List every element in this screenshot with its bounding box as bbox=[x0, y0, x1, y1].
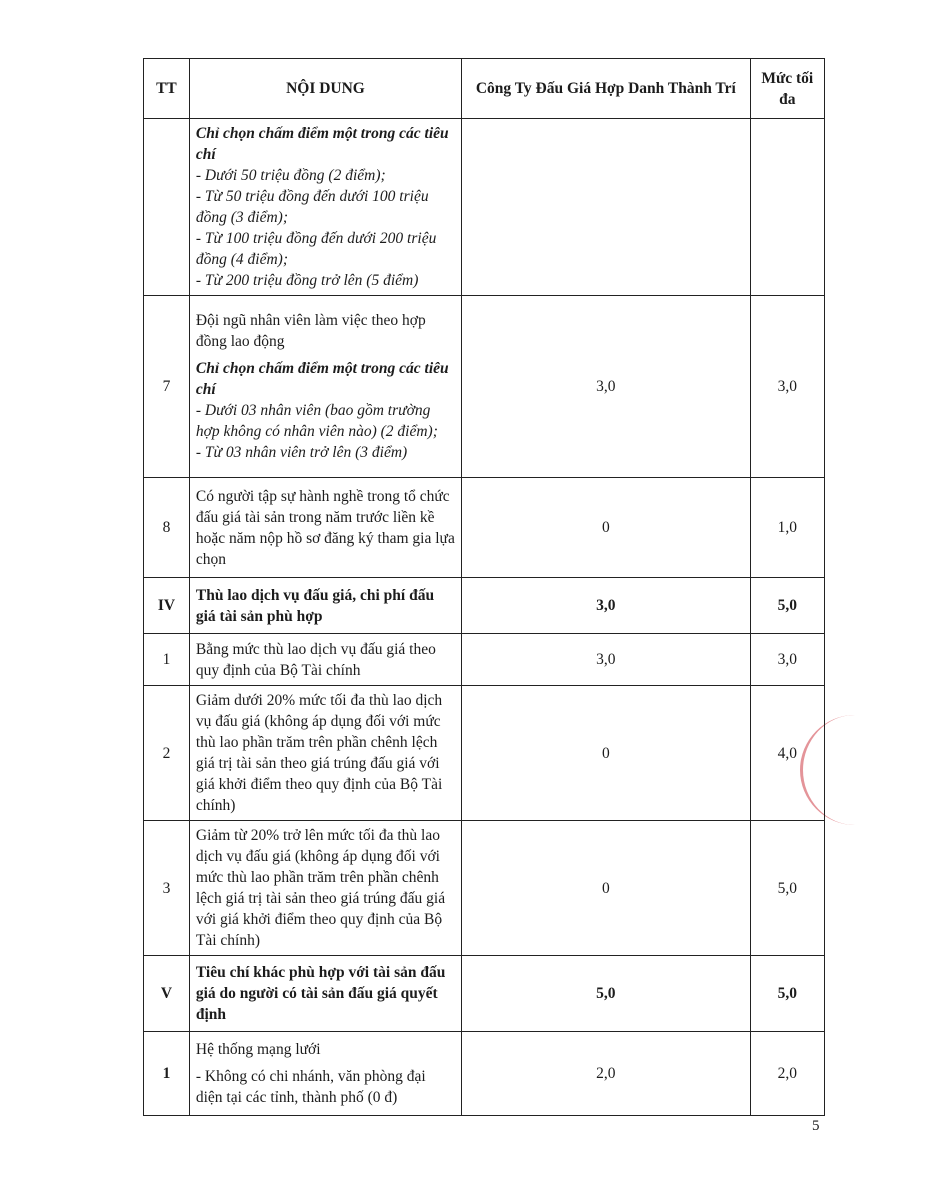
row-7-intro: Đội ngũ nhân viên làm việc theo hợp đồng lao động bbox=[195, 312, 426, 350]
row-iv-2-content: Giảm dưới 20% mức tối đa thù lao dịch vụ đấu giá (không áp dụng đối với mức thù lao phần trăm trên phần chênh lệch giá trị tài sản theo giá trúng đấu giá với giá khởi điểm theo quy định của Bộ Tài chính) bbox=[189, 686, 461, 821]
row-7-max: 3,0 bbox=[750, 296, 824, 478]
row-v-1-intro: Hệ thống mạng lưới bbox=[195, 1041, 321, 1058]
row-v-1-tt: 1 bbox=[144, 1032, 190, 1116]
row-v-company: 5,0 bbox=[462, 956, 751, 1032]
row-iv-2-tt: 2 bbox=[144, 686, 190, 821]
row-a-tt bbox=[144, 119, 190, 296]
row-v-max: 5,0 bbox=[750, 956, 824, 1032]
row-iv-max: 5,0 bbox=[750, 578, 824, 634]
row-a-max bbox=[750, 119, 824, 296]
row-iv-1-company: 3,0 bbox=[462, 634, 751, 686]
row-a-content bbox=[189, 119, 461, 296]
row-v-1-content bbox=[189, 1032, 461, 1116]
row-a-item-2: - Từ 50 triệu đồng đến dưới 100 triệu đồng (3 điểm); bbox=[195, 188, 429, 226]
header-max: Mức tối đa bbox=[750, 59, 824, 119]
row-8-content: Có người tập sự hành nghề trong tổ chức đấu giá tài sản trong năm trước liền kề hoặc năm nộp hồ sơ đăng ký tham gia lựa chọn bbox=[189, 478, 461, 578]
table-row bbox=[144, 578, 825, 634]
table-row bbox=[144, 478, 825, 578]
row-7-tt: 7 bbox=[144, 296, 190, 478]
row-iv-1-content: Bằng mức thù lao dịch vụ đấu giá theo quy định của Bộ Tài chính bbox=[189, 634, 461, 686]
row-v-tt: V bbox=[144, 956, 190, 1032]
row-a-item-3: - Từ 100 triệu đồng đến dưới 200 triệu đồng (4 điểm); bbox=[195, 230, 437, 268]
row-iv-1-max: 3,0 bbox=[750, 634, 824, 686]
row-7-content bbox=[189, 296, 461, 478]
table-row bbox=[144, 1032, 825, 1116]
row-iv-3-max: 5,0 bbox=[750, 821, 824, 956]
table-header-row bbox=[144, 59, 825, 119]
table-row bbox=[144, 119, 825, 296]
row-a-item-1: - Dưới 50 triệu đồng (2 điểm); bbox=[195, 167, 386, 184]
table-row bbox=[144, 821, 825, 956]
row-a-company bbox=[462, 119, 751, 296]
row-iv-content: Thù lao dịch vụ đấu giá, chi phí đấu giá tài sản phù hợp bbox=[189, 578, 461, 634]
row-v-1-item: - Không có chi nhánh, văn phòng đại diện tại các tỉnh, thành phố (0 đ) bbox=[195, 1068, 426, 1106]
header-tt: TT bbox=[144, 59, 190, 119]
row-8-max: 1,0 bbox=[750, 478, 824, 578]
row-7-item-1: - Dưới 03 nhân viên (bao gồm trường hợp không có nhân viên nào) (2 điểm); bbox=[195, 402, 438, 440]
header-content: NỘI DUNG bbox=[189, 59, 461, 119]
row-7-item-2: - Từ 03 nhân viên trở lên (3 điểm) bbox=[195, 444, 408, 461]
row-7-company: 3,0 bbox=[462, 296, 751, 478]
table-row bbox=[144, 686, 825, 821]
row-8-company: 0 bbox=[462, 478, 751, 578]
bleed-through-left bbox=[98, 72, 138, 132]
row-7-title: Chỉ chọn chấm điểm một trong các tiêu chí bbox=[195, 360, 449, 398]
row-8-tt: 8 bbox=[144, 478, 190, 578]
header-company: Công Ty Đấu Giá Hợp Danh Thành Trí bbox=[462, 59, 751, 119]
page-number: 5 bbox=[812, 1118, 820, 1134]
evaluation-table bbox=[143, 58, 825, 1116]
table-row bbox=[144, 956, 825, 1032]
row-iv-tt: IV bbox=[144, 578, 190, 634]
row-iv-company: 3,0 bbox=[462, 578, 751, 634]
row-v-content: Tiêu chí khác phù hợp với tài sản đấu giá do người có tài sản đấu giá quyết định bbox=[189, 956, 461, 1032]
table-row bbox=[144, 634, 825, 686]
row-v-1-max: 2,0 bbox=[750, 1032, 824, 1116]
row-iv-3-content: Giảm từ 20% trở lên mức tối đa thù lao dịch vụ đấu giá (không áp dụng đối với mức thù lao phần trăm trên phần chênh lệch giá trị tài sản theo giá trúng đấu giá với giá khởi điểm theo quy định của Bộ Tài chính) bbox=[189, 821, 461, 956]
row-iv-1-tt: 1 bbox=[144, 634, 190, 686]
row-a-item-4: - Từ 200 triệu đồng trở lên (5 điểm) bbox=[195, 272, 419, 289]
row-v-1-company: 2,0 bbox=[462, 1032, 751, 1116]
row-iv-3-tt: 3 bbox=[144, 821, 190, 956]
row-iv-2-company: 0 bbox=[462, 686, 751, 821]
table-row bbox=[144, 296, 825, 478]
row-a-title: Chỉ chọn chấm điểm một trong các tiêu chí bbox=[195, 125, 449, 163]
row-iv-3-company: 0 bbox=[462, 821, 751, 956]
row-iv-2-max: 4,0 bbox=[750, 686, 824, 821]
